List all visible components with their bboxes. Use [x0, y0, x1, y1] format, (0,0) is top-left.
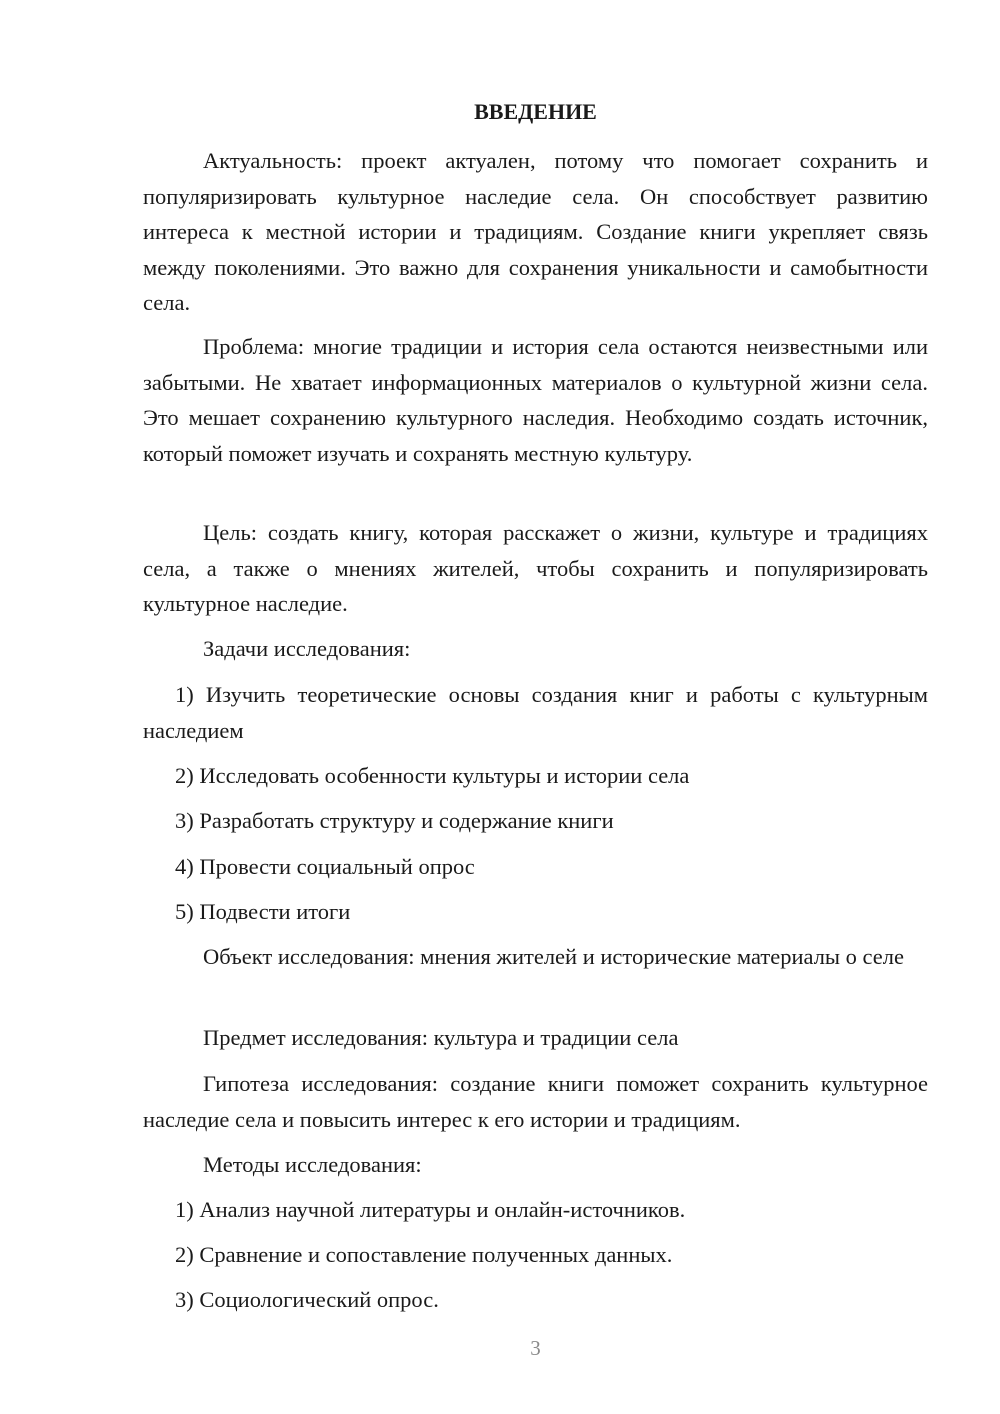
document-page: [143, 0, 928, 1414]
hypothesis-paragraph: Гипотеза исследования: создание книги поможет сохранить культурное наследие села и повысить интерес к его истории и традициям.: [143, 1071, 928, 1132]
task-item-5: 5) Подвести итоги: [175, 899, 351, 924]
relevance-paragraph: Актуальность: проект актуален, потому что помогает сохранить и популяризировать культурное наследие села. Он способствует развитию интереса к местной истории и традициям. Создание книги укрепляет связь между поколениями. Это важно для сохранения уникальности и самобытности села.: [143, 148, 928, 315]
goal-paragraph: Цель: создать книгу, которая расскажет о жизни, культуре и традициях села, а также о мнениях жителей, чтобы сохранить и популяризировать культурное наследие.: [143, 520, 928, 616]
method-item-3: 3) Социологический опрос.: [175, 1287, 439, 1312]
method-item-1: 1) Анализ научной литературы и онлайн-источников.: [175, 1197, 686, 1222]
problem-paragraph: Проблема: многие традиции и история села остаются неизвестными или забытыми. Не хватает информационных материалов о культурной жизни села. Это мешает сохранению культурного наследия. Необходимо создать источник, который поможет изучать и сохранять местную культуру.: [143, 334, 928, 466]
methods-title: Методы исследования:: [203, 1152, 422, 1177]
tasks-title: Задачи исследования:: [203, 636, 411, 661]
task-item-3: 3) Разработать структуру и содержание книги: [175, 808, 614, 833]
method-item-2: 2) Сравнение и сопоставление полученных данных.: [175, 1242, 673, 1267]
subject-paragraph: Предмет исследования: культура и традиции села: [203, 1025, 679, 1050]
page-heading: ВВЕДЕНИЕ: [474, 99, 597, 124]
task-item-1: 1) Изучить теоретические основы создания книг и работы с культурным наследием: [143, 682, 928, 743]
task-item-4: 4) Провести социальный опрос: [175, 854, 475, 879]
object-paragraph: Объект исследования: мнения жителей и исторические материалы о селе: [203, 944, 905, 969]
page-number: 3: [530, 1336, 541, 1360]
task-item-2: 2) Исследовать особенности культуры и истории села: [175, 763, 690, 788]
